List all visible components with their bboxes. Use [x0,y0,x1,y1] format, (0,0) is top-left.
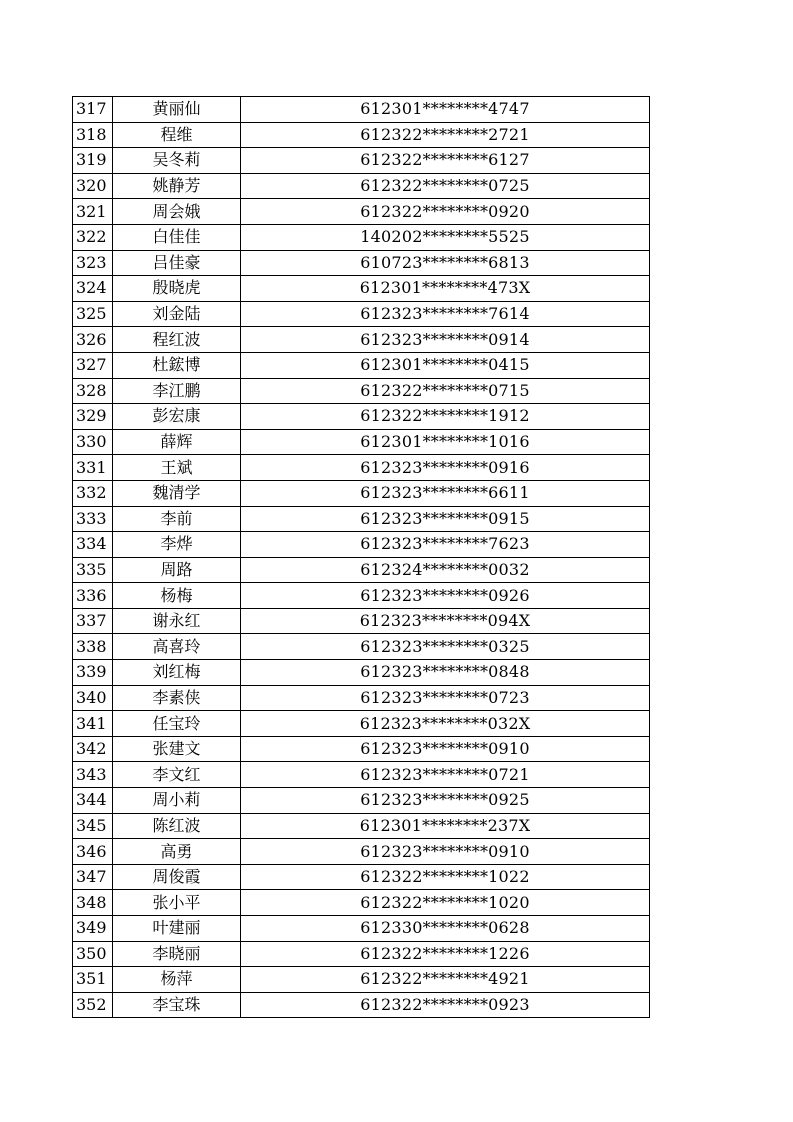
row-number-cell: 320 [73,173,113,199]
name-cell: 程维 [113,122,241,148]
table-row [73,327,650,353]
id-number-cell: 612323********7614 [241,301,650,327]
name-cell: 刘金陆 [113,301,241,327]
table-row [73,864,650,890]
name-cell: 王斌 [113,455,241,481]
row-number-cell: 331 [73,455,113,481]
table-row [73,813,650,839]
row-number-cell: 328 [73,378,113,404]
table-row [73,532,650,558]
name-cell: 高喜玲 [113,634,241,660]
id-number-cell: 612324********0032 [241,557,650,583]
name-cell: 殷晓虎 [113,276,241,302]
name-cell: 李素侠 [113,685,241,711]
row-number-cell: 348 [73,890,113,916]
row-number-cell: 329 [73,404,113,430]
row-number-cell: 321 [73,199,113,225]
row-number-cell: 333 [73,506,113,532]
table-row [73,660,650,686]
table-row [73,608,650,634]
name-cell: 陈红波 [113,813,241,839]
name-cell: 周俊霞 [113,864,241,890]
table-row [73,634,650,660]
row-number-cell: 332 [73,480,113,506]
table-row [73,685,650,711]
id-number-cell: 612323********0325 [241,634,650,660]
row-number-cell: 342 [73,736,113,762]
row-number-cell: 335 [73,557,113,583]
row-number-cell: 336 [73,583,113,609]
name-cell: 李烨 [113,532,241,558]
id-number-cell: 612322********1912 [241,404,650,430]
table-row [73,199,650,225]
id-number-cell: 612323********0926 [241,583,650,609]
name-cell: 杨萍 [113,967,241,993]
row-number-cell: 344 [73,788,113,814]
name-cell: 叶建丽 [113,916,241,942]
name-cell: 魏清学 [113,480,241,506]
name-cell: 周路 [113,557,241,583]
table-row [73,762,650,788]
row-number-cell: 352 [73,992,113,1018]
id-number-cell: 612322********0725 [241,173,650,199]
row-number-cell: 326 [73,327,113,353]
id-number-cell: 612323********0848 [241,660,650,686]
id-number-cell: 612322********2721 [241,122,650,148]
id-number-cell: 612301********4747 [241,97,650,123]
name-cell: 谢永红 [113,608,241,634]
name-cell: 彭宏康 [113,404,241,430]
id-number-cell: 610723********6813 [241,250,650,276]
row-number-cell: 318 [73,122,113,148]
row-number-cell: 346 [73,839,113,865]
table-row [73,148,650,174]
table-row [73,122,650,148]
id-number-cell: 612323********0916 [241,455,650,481]
id-number-cell: 612323********6611 [241,480,650,506]
row-number-cell: 339 [73,660,113,686]
id-number-cell: 612323********0721 [241,762,650,788]
table-row [73,506,650,532]
id-number-cell: 612301********1016 [241,429,650,455]
id-number-cell: 612322********1020 [241,890,650,916]
id-number-cell: 612330********0628 [241,916,650,942]
row-number-cell: 347 [73,864,113,890]
id-number-cell: 612322********0920 [241,199,650,225]
row-number-cell: 350 [73,941,113,967]
row-number-cell: 324 [73,276,113,302]
name-cell: 黄丽仙 [113,97,241,123]
id-number-cell: 612323********0915 [241,506,650,532]
row-number-cell: 338 [73,634,113,660]
name-cell: 张小平 [113,890,241,916]
id-number-cell: 612323********0723 [241,685,650,711]
name-cell: 周小莉 [113,788,241,814]
table-row [73,890,650,916]
table-row [73,429,650,455]
row-number-cell: 340 [73,685,113,711]
id-number-cell: 612322********1022 [241,864,650,890]
name-cell: 吕佳豪 [113,250,241,276]
name-cell: 李前 [113,506,241,532]
table-row [73,941,650,967]
name-cell: 任宝玲 [113,711,241,737]
row-number-cell: 337 [73,608,113,634]
table-row [73,250,650,276]
row-number-cell: 317 [73,97,113,123]
row-number-cell: 343 [73,762,113,788]
table-row [73,557,650,583]
id-number-cell: 612323********0914 [241,327,650,353]
row-number-cell: 341 [73,711,113,737]
table-row [73,276,650,302]
table-row [73,301,650,327]
id-number-cell: 612322********0715 [241,378,650,404]
row-number-cell: 349 [73,916,113,942]
roster-body [73,97,650,1018]
name-cell: 李江鹏 [113,378,241,404]
name-cell: 刘红梅 [113,660,241,686]
name-cell: 吴冬莉 [113,148,241,174]
table-row [73,788,650,814]
name-cell: 张建文 [113,736,241,762]
name-cell: 白佳佳 [113,224,241,250]
name-cell: 李宝珠 [113,992,241,1018]
id-number-cell: 612301********237X [241,813,650,839]
name-cell: 杨梅 [113,583,241,609]
table-row [73,967,650,993]
row-number-cell: 330 [73,429,113,455]
name-cell: 薛辉 [113,429,241,455]
id-number-cell: 612323********0910 [241,736,650,762]
name-cell: 李文红 [113,762,241,788]
roster-table [72,96,650,1018]
row-number-cell: 322 [73,224,113,250]
id-number-cell: 612322********1226 [241,941,650,967]
id-number-cell: 612301********0415 [241,352,650,378]
table-row [73,736,650,762]
id-number-cell: 612322********4921 [241,967,650,993]
table-row [73,455,650,481]
name-cell: 周会娥 [113,199,241,225]
name-cell: 杜鋐博 [113,352,241,378]
row-number-cell: 351 [73,967,113,993]
name-cell: 姚静芳 [113,173,241,199]
id-number-cell: 612301********473X [241,276,650,302]
table-row [73,583,650,609]
row-number-cell: 345 [73,813,113,839]
row-number-cell: 334 [73,532,113,558]
id-number-cell: 612323********032X [241,711,650,737]
table-row [73,404,650,430]
name-cell: 李晓丽 [113,941,241,967]
table-row [73,224,650,250]
table-row [73,916,650,942]
table-row [73,839,650,865]
table-row [73,480,650,506]
id-number-cell: 612322********6127 [241,148,650,174]
name-cell: 高勇 [113,839,241,865]
id-number-cell: 612323********0925 [241,788,650,814]
table-row [73,173,650,199]
table-row [73,97,650,123]
id-number-cell: 612323********0910 [241,839,650,865]
table-row [73,378,650,404]
table-row [73,992,650,1018]
row-number-cell: 319 [73,148,113,174]
table-row [73,352,650,378]
row-number-cell: 327 [73,352,113,378]
name-cell: 程红波 [113,327,241,353]
id-number-cell: 612323********094X [241,608,650,634]
id-number-cell: 612323********7623 [241,532,650,558]
row-number-cell: 323 [73,250,113,276]
table-row [73,711,650,737]
id-number-cell: 140202********5525 [241,224,650,250]
id-number-cell: 612322********0923 [241,992,650,1018]
row-number-cell: 325 [73,301,113,327]
